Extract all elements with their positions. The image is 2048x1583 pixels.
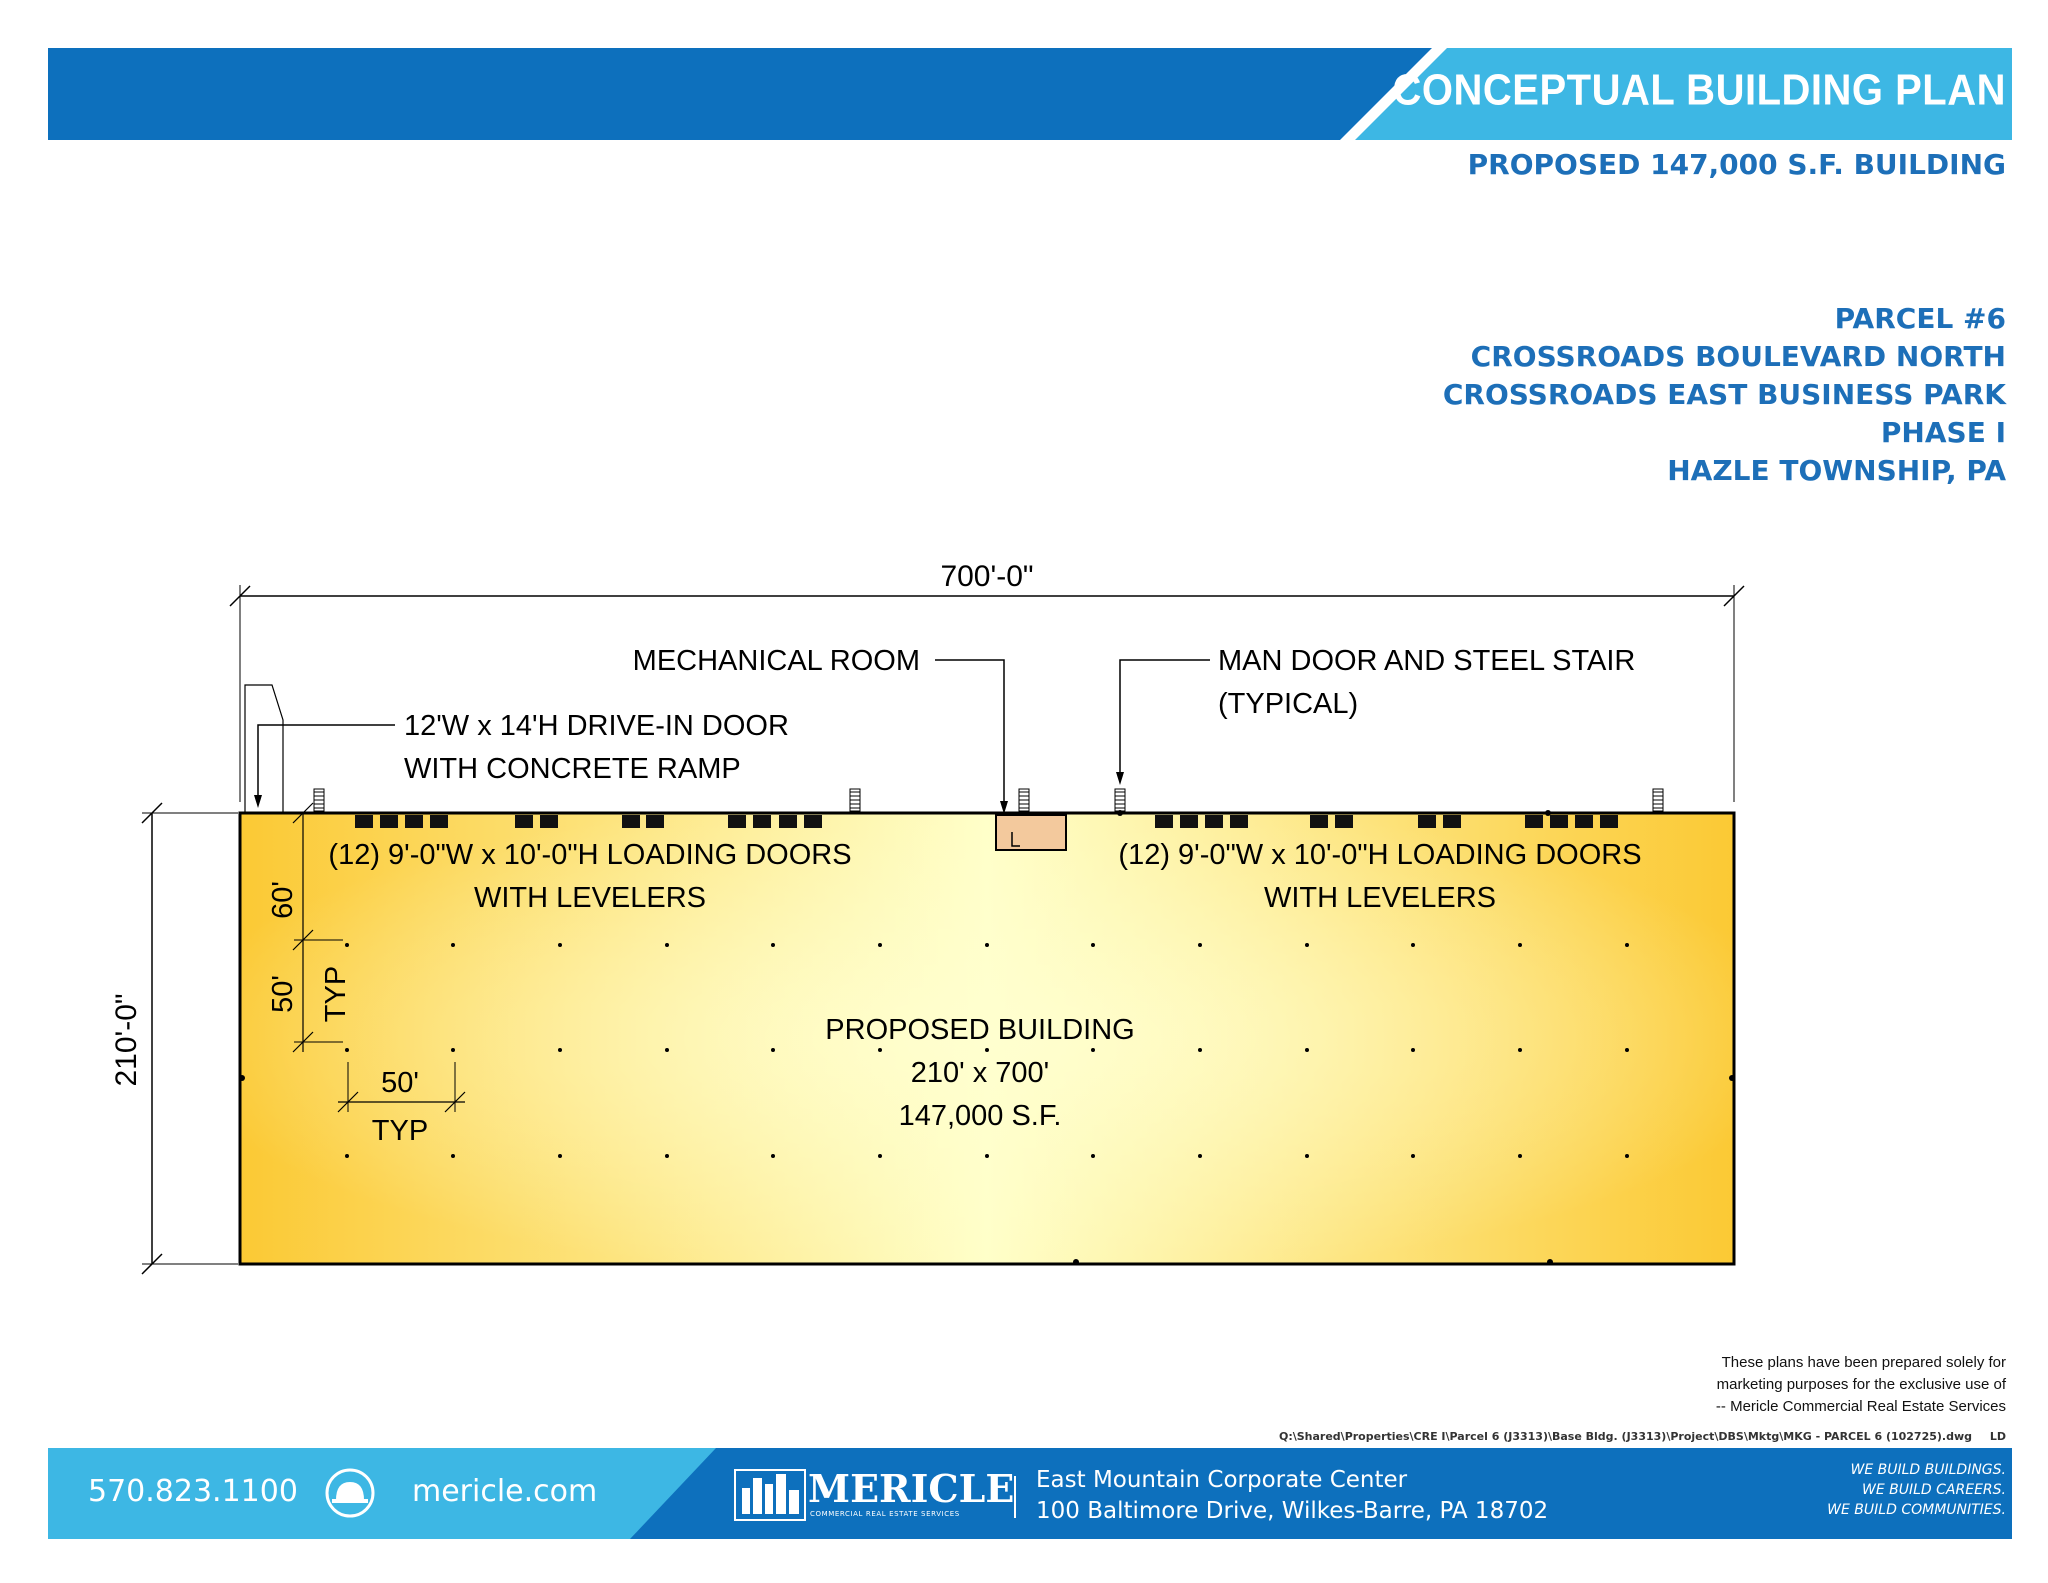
loading-dock-door — [405, 815, 423, 828]
column-dot — [1411, 1048, 1415, 1052]
loading-dock-door — [515, 815, 533, 828]
loading-dock-door — [540, 815, 558, 828]
loading-dock-door — [355, 815, 373, 828]
loading-dock-door — [779, 815, 797, 828]
loading-dock-door — [1575, 815, 1593, 828]
column-dot — [1729, 1075, 1735, 1081]
dimension-height-label: 210'-0" — [110, 993, 143, 1087]
column-dot — [665, 943, 669, 947]
column-dot — [1305, 1048, 1309, 1052]
loading-doors-right-line1: (12) 9'-0"W x 10'-0"H LOADING DOORS — [1118, 839, 1642, 871]
loading-dock-door — [1443, 815, 1461, 828]
loading-dock-door — [1310, 815, 1328, 828]
column-dot — [1547, 1259, 1553, 1265]
column-dot — [345, 1048, 349, 1052]
building-label-title: PROPOSED BUILDING — [825, 1014, 1135, 1046]
footer-taglines — [1827, 1460, 2006, 1520]
column-dot — [1198, 1154, 1202, 1158]
column-dot — [665, 1154, 669, 1158]
column-dot — [771, 943, 775, 947]
footer-phone[interactable]: 570.823.1100 — [88, 1474, 298, 1509]
loading-dock-door — [1525, 815, 1543, 828]
footer-address-line1: East Mountain Corporate Center — [1036, 1467, 1408, 1493]
page-subtitle: PROPOSED 147,000 S.F. BUILDING — [1467, 148, 2006, 181]
loading-dock-door — [646, 815, 664, 828]
drive-in-door — [245, 685, 395, 813]
column-dot — [558, 1048, 562, 1052]
column-dot — [985, 1154, 989, 1158]
loading-dock-door — [1230, 815, 1248, 828]
column-dot — [1625, 1048, 1629, 1052]
column-dot — [1518, 1154, 1522, 1158]
loading-dock-door — [1155, 815, 1173, 828]
column-dot — [451, 1048, 455, 1052]
page-title: CONCEPTUAL BUILDING PLAN — [1392, 65, 2006, 115]
man-door-stairs — [314, 789, 1663, 811]
column-dot — [558, 943, 562, 947]
column-dot — [1518, 943, 1522, 947]
tagline-careers: WE BUILD CAREERS. — [1862, 1482, 2006, 1498]
disclaimer-line3: -- Mericle Commercial Real Estate Services — [1715, 1398, 2006, 1415]
disclaimer-line1: These plans have been prepared solely for — [1721, 1354, 2006, 1371]
mechanical-room-callout — [935, 660, 1008, 814]
loading-dock-door — [1600, 815, 1618, 828]
loading-dock-door — [804, 815, 822, 828]
column-dot — [771, 1154, 775, 1158]
column-dot — [345, 1154, 349, 1158]
column-dot — [665, 1048, 669, 1052]
dimension-height — [110, 803, 238, 1274]
column-dot — [239, 1075, 245, 1081]
column-dot — [345, 943, 349, 947]
loading-dock-door — [1335, 815, 1353, 828]
location-township: HAZLE TOWNSHIP, PA — [1667, 454, 2006, 487]
loading-doors-right-line2: WITH LEVELERS — [1263, 882, 1497, 914]
loading-dock-door — [728, 815, 746, 828]
logo-wordmark: MERICLE — [808, 1466, 1015, 1511]
column-dot — [1518, 1048, 1522, 1052]
column-dot — [985, 943, 989, 947]
column-dot — [1411, 943, 1415, 947]
loading-dock-door — [1205, 815, 1223, 828]
loading-doors-left-line1: (12) 9'-0"W x 10'-0"H LOADING DOORS — [328, 839, 852, 871]
man-door-label-line2: (TYPICAL) — [1218, 688, 1359, 720]
location-road: CROSSROADS BOULEVARD NORTH — [1470, 340, 2006, 373]
column-dot — [878, 1154, 882, 1158]
dimension-width-label: 700'-0" — [940, 560, 1034, 593]
footer-band — [0, 1440, 2048, 1583]
column-dot — [1091, 1154, 1095, 1158]
bay-first-label: 60' — [267, 881, 299, 919]
column-dot — [1198, 1048, 1202, 1052]
column-dot — [878, 1048, 882, 1052]
column-dot — [558, 1154, 562, 1158]
location-parcel: PARCEL #6 — [1834, 302, 2006, 335]
bay-typical-typ-label: TYP — [320, 965, 352, 1023]
file-path-text: Q:\Shared\Properties\CRE I\Parcel 6 (J3313)\Base Bldg. (J3313)\Project\DBS\Mktg\MKG - PARCEL 6 (102725).dwg — [1278, 1430, 1973, 1443]
mechanical-room — [996, 815, 1066, 850]
loading-dock-door — [622, 815, 640, 828]
loading-doors-left-line2: WITH LEVELERS — [473, 882, 707, 914]
bay-width-typ-label: TYP — [371, 1115, 429, 1147]
logo-tagline: COMMERCIAL REAL ESTATE SERVICES — [810, 1510, 960, 1518]
building-label-area: 147,000 S.F. — [898, 1100, 1062, 1132]
man-door-label-line1: MAN DOOR AND STEEL STAIR — [1218, 645, 1636, 677]
loading-dock-door — [1418, 815, 1436, 828]
column-dot — [1305, 943, 1309, 947]
column-dot — [878, 943, 882, 947]
building-label-size: 210' x 700' — [910, 1057, 1050, 1089]
drafter-initials: LD — [1989, 1430, 2006, 1443]
column-dot — [1411, 1154, 1415, 1158]
loading-dock-door — [430, 815, 448, 828]
footer-address-line2: 100 Baltimore Drive, Wilkes-Barre, PA 18702 — [1036, 1498, 1549, 1524]
bay-typical-label: 50' — [267, 975, 299, 1013]
man-door-callout — [1116, 660, 1210, 785]
location-park: CROSSROADS EAST BUSINESS PARK — [1442, 378, 2006, 411]
bay-width-label: 50' — [381, 1067, 419, 1099]
column-dot — [1625, 1154, 1629, 1158]
disclaimer — [1716, 1352, 2006, 1418]
tagline-buildings: WE BUILD BUILDINGS. — [1850, 1462, 2006, 1478]
column-dot — [1198, 943, 1202, 947]
column-dot — [451, 943, 455, 947]
footer-website[interactable]: mericle.com — [412, 1474, 598, 1509]
column-dot — [771, 1048, 775, 1052]
column-dot — [1073, 1259, 1079, 1265]
column-dot — [1091, 943, 1095, 947]
location-phase: PHASE I — [1880, 416, 2006, 449]
column-dot — [1091, 1048, 1095, 1052]
loading-dock-door — [1180, 815, 1198, 828]
loading-dock-door — [380, 815, 398, 828]
mechanical-room-label: MECHANICAL ROOM — [632, 645, 920, 677]
column-dot — [1625, 943, 1629, 947]
column-dot — [1305, 1154, 1309, 1158]
drive-in-door-label-line1: 12'W x 14'H DRIVE-IN DOOR — [404, 710, 789, 742]
loading-dock-door — [1550, 815, 1568, 828]
column-dot — [451, 1154, 455, 1158]
drive-in-door-label-line2: WITH CONCRETE RAMP — [404, 753, 741, 785]
loading-dock-door — [753, 815, 771, 828]
disclaimer-line2: marketing purposes for the exclusive use of — [1716, 1376, 2006, 1393]
column-dot — [985, 1048, 989, 1052]
tagline-communities: WE BUILD COMMUNITIES. — [1827, 1502, 2006, 1518]
